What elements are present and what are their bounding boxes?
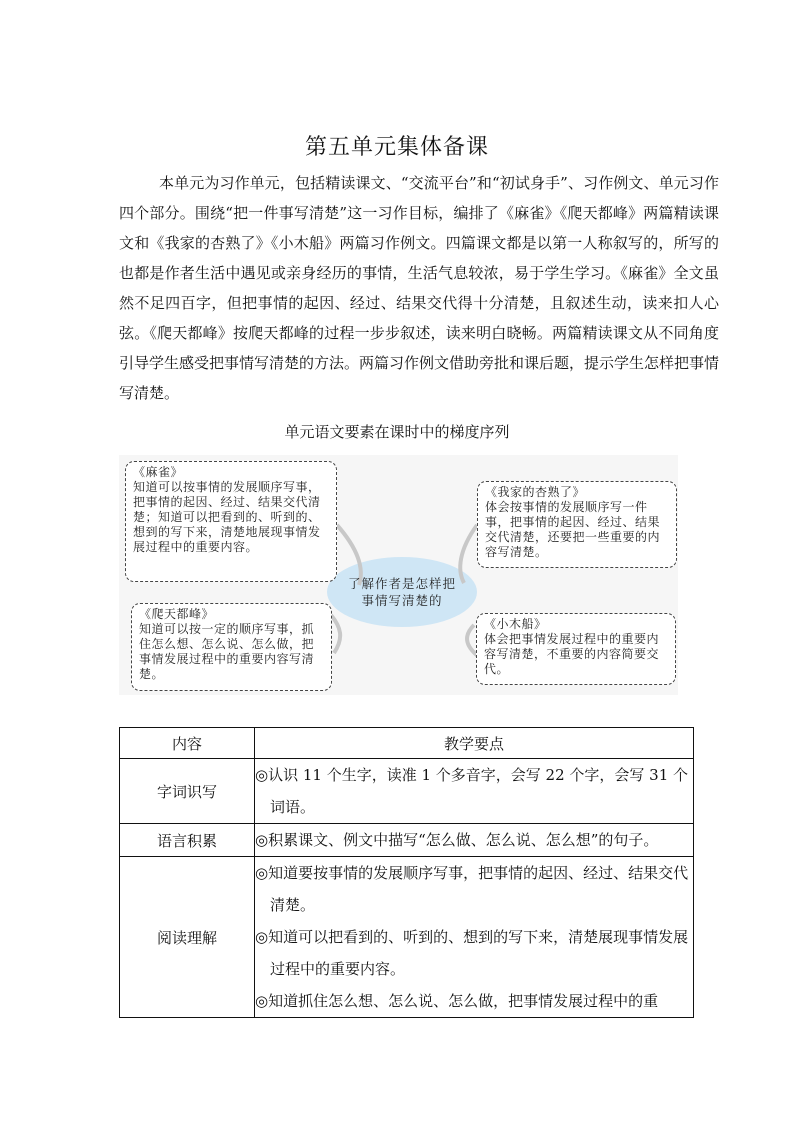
row-points	[255, 759, 694, 824]
row-category: 阅读理解	[120, 857, 255, 1018]
node-text: 知道可以按事情的发展顺序写事，把事情的起因、经过、结果交代清楚；知道可以把看到的、听到的、想到的写下来，清楚地展现事情发展过程中的重要内容。	[133, 480, 321, 554]
intro-paragraph: 本单元为习作单元，包括精读课文、“交流平台”和“初试身手”、习作例文、单元习作四个部分。围绕“把一件事写清楚”这一习作目标，编排了《麻雀》《爬天都峰》两篇精读课文和《我家的杏熟了》《小木船》两篇习作例文。四篇课文都是以第一人称叙写的，所写的也都是作者生活中遇见或亲身经历的事情，生活气息较浓，易于学生学习。《麻雀》全文虽然不足四百字，但把事情的起因、经过、结果交代得十分清楚，且叙述生动，读来扣人心弦。《爬天都峰》按爬天都峰的过程一步步叙述，读来明白晓畅。两篇精读课文从不同角度引导学生感受把事情写清楚的方法。两篇习作例文借助旁批和课后题，提示学生怎样把事情写清楚。	[119, 174, 720, 402]
connector-bottom-left	[331, 615, 340, 653]
teaching-point: ◎知道要按事情的发展顺序写事，把事情的起因、经过、结果交代清楚。	[255, 864, 689, 914]
teaching-point: ◎积累课文、例文中描写“怎么做、怎么说、怎么想”的句子。	[255, 831, 659, 849]
row-points	[255, 857, 694, 1018]
connector-top-right	[460, 525, 477, 583]
teaching-points-table	[119, 727, 694, 1018]
header-content: 内容	[120, 728, 255, 759]
node-text: 知道可以按一定的顺序写事，抓住怎么想、怎么说、怎么做，把事情发展过程中的重要内容写清楚。	[139, 622, 315, 681]
row-category: 语言积累	[120, 824, 255, 857]
teaching-point: ◎知道可以把看到的、听到的、想到的写下来，清楚展现事情发展过程中的重要内容。	[255, 928, 689, 978]
table-row	[120, 759, 694, 824]
node-xing-shu-le	[477, 481, 677, 568]
teaching-point: ◎认识 11 个生字，读准 1 个多音字，会写 22 个字，会写 31 个词语。	[255, 766, 689, 816]
teaching-point: ◎知道抓住怎么想、怎么说、怎么做，把事情发展过程中的重	[255, 992, 659, 1010]
node-xiao-mu-chuan	[476, 613, 676, 685]
node-title: 《我家的杏熟了》	[485, 485, 586, 499]
diagram-title: 单元语文要素在课时中的梯度序列	[284, 423, 510, 441]
node-text: 体会按事情的发展顺序写一件事，把事情的起因、经过、结果交代清楚，还要把一些重要的内容写清楚。	[485, 500, 661, 559]
node-title: 《小木船》	[484, 617, 547, 631]
row-points	[255, 824, 694, 857]
row-category: 字词识写	[120, 759, 255, 824]
header-teaching-points: 教学要点	[255, 728, 694, 759]
table-header-row	[120, 728, 694, 759]
node-tiandufeng	[131, 603, 332, 691]
node-text: 体会把事情发展过程中的重要内容写清楚，不重要的内容简要交代。	[484, 632, 660, 676]
center-topic: 了解作者是怎样把事情写清楚的	[347, 576, 456, 608]
node-title: 《爬天都峰》	[139, 607, 215, 621]
node-maque	[125, 461, 337, 582]
table-row	[120, 857, 694, 1018]
page-title: 第五单元集体备课	[304, 135, 489, 160]
table-row	[120, 824, 694, 857]
node-title: 《麻雀》	[133, 465, 184, 479]
mind-map	[119, 455, 678, 695]
